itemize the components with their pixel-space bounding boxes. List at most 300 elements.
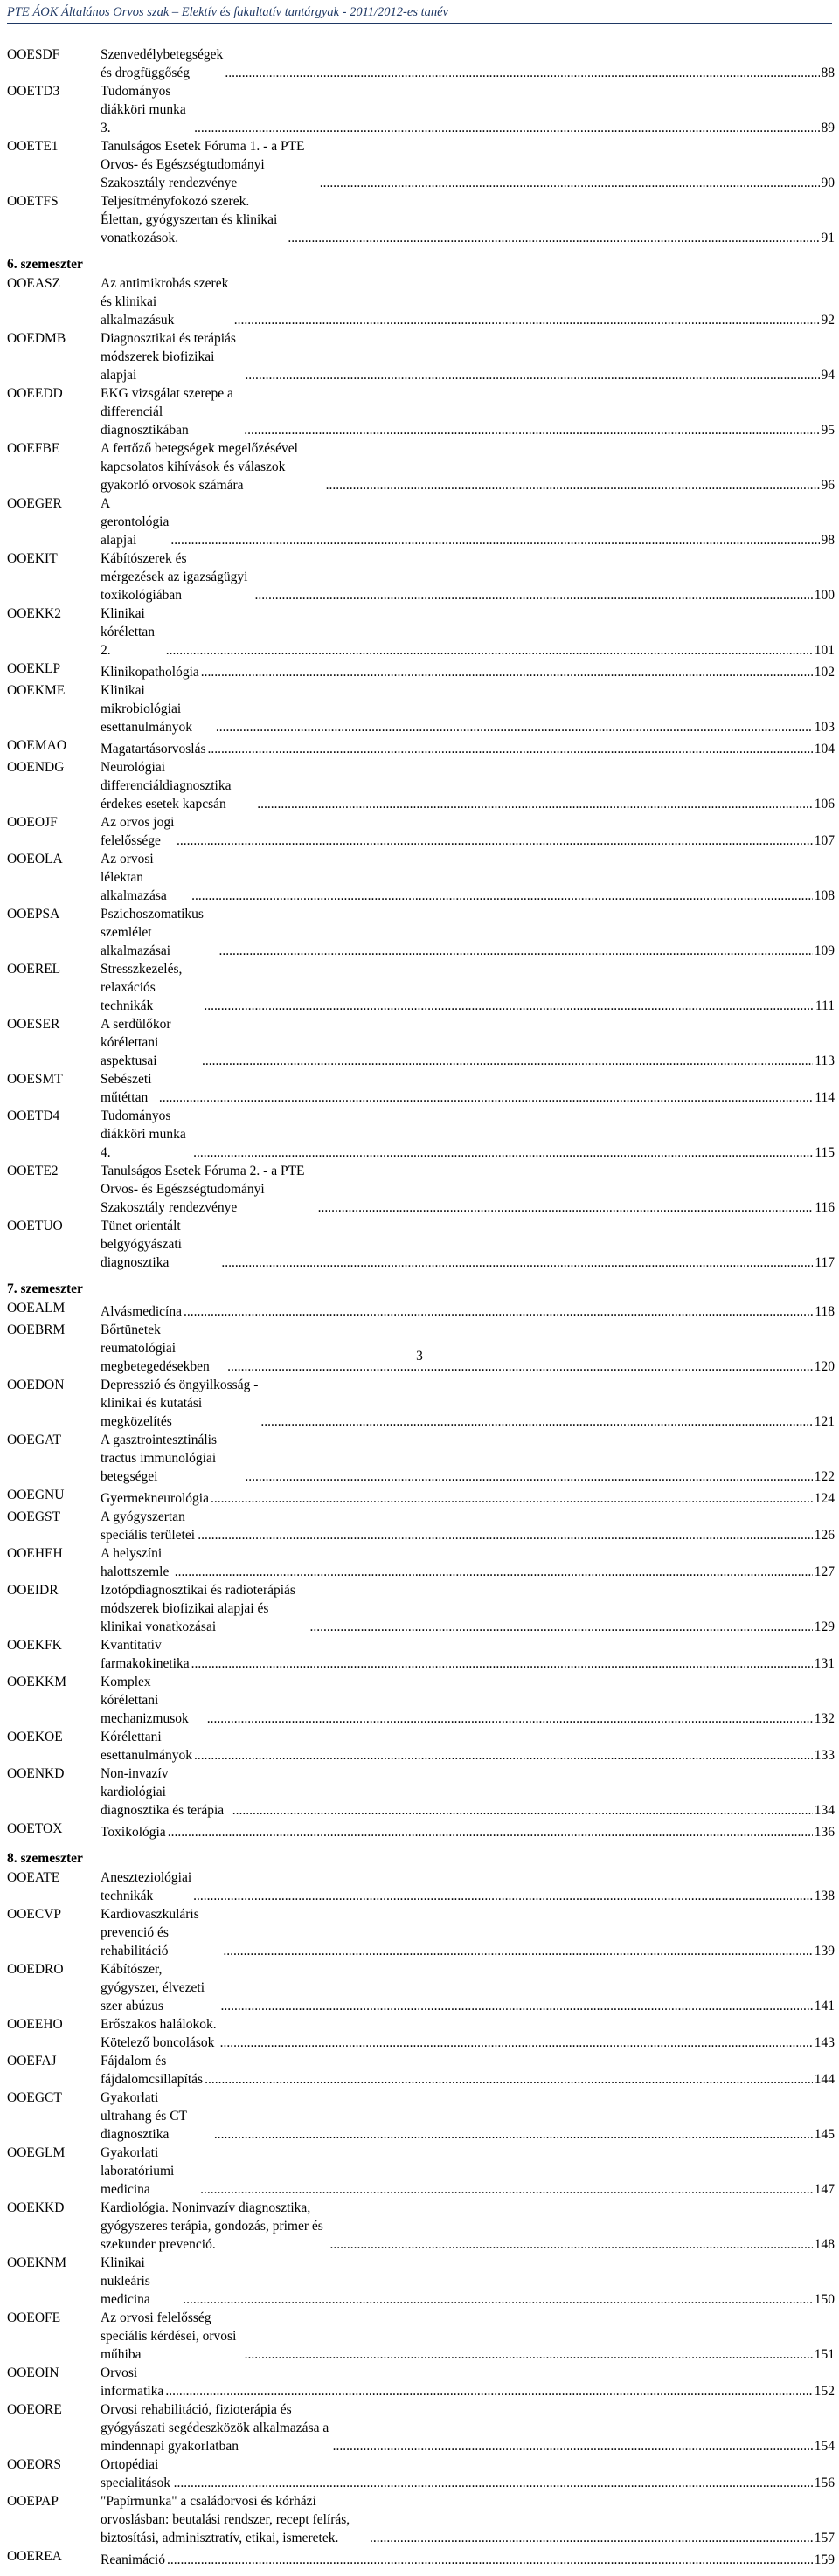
course-title: A gasztrointesztinális tractus immunológiai betegségei (101, 1433, 218, 1485)
dot-leader (221, 1253, 813, 1272)
toc-entry[interactable] (7, 813, 835, 850)
dot-leader (333, 2437, 813, 2455)
page-ref: 95 (821, 423, 835, 438)
course-code: OOEREL (7, 962, 61, 977)
toc-entry[interactable] (7, 2547, 835, 2569)
course-title: Tünet orientált belgyógyászati diagnosztika (101, 1219, 182, 1271)
toc-entry[interactable] (7, 1107, 835, 1162)
course-title: Ortopédiai specialitások (101, 2457, 171, 2491)
page-ref: 109 (814, 943, 835, 959)
entry-body (101, 960, 835, 1015)
toc-entry[interactable] (7, 681, 835, 736)
entry-body (101, 2455, 835, 2492)
toc-entry[interactable] (7, 1905, 835, 1960)
entry-body (101, 736, 835, 758)
dot-leader (370, 2529, 813, 2547)
page-ref: 127 (814, 1564, 835, 1580)
dot-leader (255, 586, 813, 604)
entry-body (101, 850, 835, 905)
page-ref: 88 (821, 66, 835, 80)
toc-group (7, 1848, 835, 2569)
entry-body (101, 1765, 835, 1820)
toc-entry[interactable] (7, 2400, 835, 2455)
page-ref: 122 (814, 1469, 835, 1485)
dot-leader (205, 2070, 813, 2089)
course-code: OOEGLM (7, 2145, 66, 2161)
course-code: OOEFAJ (7, 2054, 57, 2069)
dot-leader (198, 1526, 813, 1544)
running-header: PTE ÁOK Általános Orvos szak – Elektív és fakultatív tantárgyak - 2011/2012-es tanév (7, 5, 832, 24)
course-code: OOEGNU (7, 1488, 65, 1503)
course-title: Tudományos diákköri munka 4. (101, 1108, 186, 1161)
course-code: OOEASZ (7, 276, 61, 291)
toc-entry[interactable] (7, 2052, 835, 2089)
dot-leader (219, 942, 813, 960)
toc-group (7, 45, 835, 247)
page-ref: 138 (814, 1889, 835, 1904)
entry-body (101, 1728, 835, 1765)
dot-leader (225, 64, 819, 82)
page-ref: 124 (814, 1491, 835, 1507)
toc-entry[interactable] (7, 274, 835, 329)
course-title: Stresszkezelés, relaxációs technikák (101, 962, 183, 1014)
entry-body (101, 681, 835, 736)
course-title: Kardiológia. Noninvazív diagnosztika, gyógyszeres terápia, gondozás, primer és szekunder prevenció. (101, 2200, 323, 2253)
dot-leader (204, 997, 814, 1015)
dot-leader (245, 366, 819, 384)
entry-body (101, 494, 835, 549)
course-title: Erőszakos halálokok. Kötelező boncolások (101, 2017, 217, 2051)
toc-entry[interactable] (7, 1820, 835, 1841)
toc-entry[interactable] (7, 1868, 835, 1905)
toc-entry[interactable] (7, 1299, 835, 1321)
course-code: OOEKK2 (7, 606, 61, 621)
course-title: Kábítószerek és mérgezések az igazságügyi toxikológiában (101, 551, 248, 603)
course-title: Kardiovaszkuláris prevenció és rehabilitáció (101, 1907, 199, 1959)
entry-body (101, 1905, 835, 1960)
dot-leader (326, 476, 820, 494)
entry-body (101, 192, 835, 247)
course-code: OOEGAT (7, 1433, 61, 1448)
toc-entry[interactable] (7, 384, 835, 439)
dot-leader (207, 1709, 813, 1728)
page-ref: 103 (814, 720, 835, 736)
page-ref: 113 (815, 1053, 835, 1069)
dot-leader (245, 2345, 813, 2364)
course-title: Magatartásorvoslás (101, 742, 206, 757)
course-code: OOETUO (7, 1219, 63, 1234)
course-title: Klinikai mikrobiológiai esettanulmányok (101, 683, 193, 736)
course-code: OOEGER (7, 496, 62, 511)
course-code: OOEKKM (7, 1675, 67, 1690)
course-code: OOETFS (7, 194, 59, 209)
course-code: OOEGST (7, 1509, 61, 1525)
dot-leader (221, 1997, 813, 2015)
course-title: "Papírmunka" a családorvosi és kórházi orvoslásban: beutalási rendszer, recept felírás, biztosítási, adminisztratív, etikai, ismeretek. (101, 2494, 350, 2546)
course-code: OOEEDD (7, 386, 63, 401)
entry-body (101, 2254, 835, 2309)
course-title: Klinikopathológia (101, 665, 199, 680)
page-ref: 108 (814, 888, 835, 904)
dot-leader (191, 887, 813, 905)
dot-leader (330, 2235, 813, 2254)
entry-body (101, 1636, 835, 1673)
dot-leader (184, 1302, 813, 1321)
course-title: Tanulságos Esetek Fóruma 2. - a PTE Orvos- és Egészségtudományi Szakosztály rendezvénye (101, 1164, 305, 1216)
toc-entry[interactable] (7, 45, 835, 82)
entry-body (101, 1431, 835, 1486)
course-title: Gyakorlati laboratóriumi medicina (101, 2145, 175, 2198)
course-code: OOEFBE (7, 441, 60, 456)
page-ref: 98 (821, 533, 835, 548)
course-title: A gyógyszertan speciális területei (101, 1509, 196, 1544)
course-title: Az orvosi lélektan alkalmazása (101, 852, 167, 904)
page-ref: 132 (814, 1711, 835, 1727)
course-title: A gerontológia alapjai (101, 496, 170, 548)
toc-entry[interactable] (7, 2492, 835, 2547)
course-title: Alvásmedicína (101, 1304, 182, 1320)
page-ref: 100 (814, 588, 835, 603)
toc-entry[interactable] (7, 1636, 835, 1673)
page-ref: 139 (814, 1944, 835, 1959)
page-ref: 144 (814, 2072, 835, 2088)
toc-entry[interactable] (7, 2144, 835, 2199)
toc-entry[interactable] (7, 2364, 835, 2400)
dot-leader (288, 229, 819, 247)
toc-entry[interactable] (7, 192, 835, 247)
course-title: Neurológiai differenciáldiagnosztika érdekes esetek kapcsán (101, 760, 232, 812)
course-title: Szenvedélybetegségek és drogfüggőség (101, 47, 224, 80)
course-title: Orvosi rehabilitáció, fizioterápia és gyógyászati segédeszközök alkalmazása a mindennapi gyakorlatban (101, 2402, 329, 2455)
page-ref: 116 (815, 1200, 835, 1216)
entry-body (101, 2364, 835, 2400)
page-ref: 147 (814, 2182, 835, 2198)
entry-body (101, 384, 835, 439)
dot-leader (200, 2180, 813, 2199)
page-ref: 101 (814, 643, 835, 658)
course-title: Gyermekneurológia (101, 1491, 209, 1507)
page-ref: 89 (821, 121, 835, 135)
course-title: A helyszíni halottszemle (101, 1546, 170, 1580)
entry-body (101, 1820, 835, 1841)
page-ref: 118 (815, 1304, 835, 1320)
entry-body (101, 758, 835, 813)
course-code: OOEOJF (7, 815, 58, 831)
toc-entry[interactable] (7, 604, 835, 660)
entry-body (101, 2400, 835, 2455)
entry-body (101, 82, 835, 137)
entry-body (101, 2015, 835, 2052)
course-code: OOEHEH (7, 1546, 63, 1562)
toc-entry[interactable] (7, 2309, 835, 2364)
toc-entry[interactable] (7, 850, 835, 905)
toc-entry[interactable] (7, 494, 835, 549)
toc-entry[interactable] (7, 1217, 835, 1272)
course-title: Pszichoszomatikus szemlélet alkalmazásai (101, 907, 204, 959)
toc-entry[interactable] (7, 2015, 835, 2052)
course-code: OOEDON (7, 1378, 65, 1393)
entry-body (101, 2089, 835, 2144)
semester-heading: 7. szemeszter (7, 1281, 83, 1297)
toc-entry[interactable] (7, 960, 835, 1015)
entry-body (101, 1581, 835, 1636)
toc-entry[interactable] (7, 2254, 835, 2309)
course-code: OOEKNM (7, 2255, 67, 2271)
page-ref: 150 (814, 2292, 835, 2308)
entry-body (101, 604, 835, 660)
page-ref: 106 (814, 797, 835, 812)
toc-entry[interactable] (7, 1070, 835, 1107)
course-code: OOESER (7, 1017, 60, 1032)
course-title: Tanulságos Esetek Fóruma 1. - a PTE Orvos- és Egészségtudományi Szakosztály rendezvénye (101, 139, 305, 190)
toc-entry[interactable] (7, 1581, 835, 1636)
page-ref: 141 (814, 1999, 835, 2014)
toc-entry[interactable] (7, 1486, 835, 1508)
page-ref: 134 (814, 1803, 835, 1819)
semester-heading: 6. szemeszter (7, 257, 83, 272)
toc-entry[interactable] (7, 1162, 835, 1217)
entry-body (101, 2199, 835, 2254)
dot-leader (220, 2034, 813, 2052)
entry-body (101, 2547, 835, 2569)
entry-body (101, 1107, 835, 1162)
course-title: Kórélettani esettanulmányok (101, 1730, 193, 1764)
dot-leader (193, 1887, 813, 1905)
toc-entry[interactable] (7, 1960, 835, 2015)
page-ref: 154 (814, 2439, 835, 2455)
entry-body (101, 905, 835, 960)
page-ref: 92 (821, 313, 835, 328)
toc-entry[interactable] (7, 2199, 835, 2254)
course-title: Fájdalom és fájdalomcsillapítás (101, 2054, 204, 2088)
page-ref: 91 (821, 231, 835, 245)
dot-leader (223, 1942, 812, 1960)
course-title: Kvantitatív farmakokinetika (101, 1638, 190, 1672)
entry-body (101, 45, 835, 82)
toc-entry[interactable] (7, 82, 835, 137)
entry-body (101, 1508, 835, 1544)
page-ref: 117 (815, 1255, 835, 1271)
entry-body (101, 274, 835, 329)
toc-entry[interactable] (7, 549, 835, 604)
toc-entry[interactable] (7, 1508, 835, 1544)
page-ref: 111 (815, 998, 835, 1014)
entry-body (101, 813, 835, 850)
dot-leader (165, 2382, 812, 2400)
course-code: OOEKLP (7, 661, 61, 676)
course-title: Depresszió és öngyilkosság - klinikai és kutatási megközelítés (101, 1378, 259, 1430)
dot-leader (159, 1088, 813, 1107)
dot-leader (167, 2551, 813, 2569)
course-code: OOEOIN (7, 2365, 59, 2381)
page-ref: 157 (814, 2531, 835, 2546)
dot-leader (310, 1618, 813, 1636)
page-ref: 115 (815, 1145, 835, 1161)
entry-body (101, 1070, 835, 1107)
page-ref: 145 (814, 2127, 835, 2143)
course-code: OOEKIT (7, 551, 58, 566)
course-title: Teljesítményfokozó szerek. Élettan, gyógyszertan és klinikai vonatkozások. (101, 194, 278, 245)
course-title: Klinikai nukleáris medicina (101, 2255, 150, 2308)
toc-entry[interactable] (7, 2089, 835, 2144)
semester-heading: 8. szemeszter (7, 1851, 83, 1867)
course-code: OOETE1 (7, 139, 59, 154)
course-code: OOEIDR (7, 1583, 59, 1599)
dot-leader (232, 1801, 813, 1820)
dot-leader (194, 119, 819, 137)
course-title: A serdülőkor kórélettani aspektusai (101, 1017, 171, 1069)
dot-leader (193, 1143, 813, 1162)
course-code: OOEOLA (7, 852, 63, 867)
page-ref: 96 (821, 478, 835, 493)
entry-body (101, 1217, 835, 1272)
course-code: OOEALM (7, 1301, 66, 1316)
dot-leader (216, 718, 813, 736)
course-title: Toxikológia (101, 1825, 166, 1840)
entry-body (101, 549, 835, 604)
entry-body (101, 1015, 835, 1070)
dot-leader (183, 2290, 812, 2309)
course-code: OOESDF (7, 47, 60, 62)
entry-body (101, 1486, 835, 1508)
dot-leader (208, 740, 813, 758)
entry-body (101, 2144, 835, 2199)
dot-leader (191, 1654, 813, 1673)
page-ref: 120 (814, 1359, 835, 1375)
entry-body (101, 1544, 835, 1581)
toc-entry[interactable] (7, 2455, 835, 2492)
course-code: OOEORE (7, 2402, 62, 2418)
course-code: OOETOX (7, 1821, 63, 1837)
entry-body (101, 1673, 835, 1728)
toc-entry[interactable] (7, 1544, 835, 1581)
page-ref: 156 (814, 2476, 835, 2491)
entry-body (101, 2309, 835, 2364)
page-ref: 126 (814, 1528, 835, 1544)
course-title: Diagnosztikai és terápiás módszerek biofizikai alapjai (101, 331, 236, 383)
dot-leader (201, 663, 813, 681)
course-code: OOEPSA (7, 907, 60, 922)
course-title: Izotópdiagnosztikai és radioterápiás módszerek biofizikai alapjai és klinikai vonatkozásai (101, 1583, 295, 1635)
course-code: OOEREA (7, 2549, 62, 2565)
dot-leader (260, 1412, 812, 1431)
toc-group (7, 254, 835, 1272)
course-title: Sebészeti műtéttan (101, 1072, 152, 1106)
page-ref: 129 (814, 1619, 835, 1635)
entry-body (101, 1162, 835, 1217)
page-ref: 102 (814, 665, 835, 680)
course-code: OOENKD (7, 1766, 65, 1782)
dot-leader (211, 1489, 813, 1508)
dot-leader (177, 832, 813, 850)
course-code: OOEKKD (7, 2200, 65, 2216)
dot-leader (245, 1468, 812, 1486)
toc-entry[interactable] (7, 137, 835, 192)
toc-entry[interactable] (7, 1765, 835, 1820)
course-code: OOENDG (7, 760, 65, 776)
page-ref: 121 (814, 1414, 835, 1430)
entry-body (101, 1376, 835, 1431)
page-ref: 151 (814, 2347, 835, 2363)
page-ref: 94 (821, 368, 835, 383)
course-code: OOEKFK (7, 1638, 62, 1654)
entry-body (101, 2052, 835, 2089)
course-code: OOEBRM (7, 1323, 66, 1338)
page-ref: 107 (814, 833, 835, 849)
course-code: OOEORS (7, 2457, 62, 2473)
course-code: OOEMAO (7, 738, 67, 754)
course-title: Klinikai kórélettan 2. (101, 606, 155, 658)
page-ref: 159 (814, 2552, 835, 2568)
course-code: OOECVP (7, 1907, 62, 1923)
entry-body (101, 439, 835, 494)
entry-body (101, 329, 835, 384)
course-title: Az orvosi felelősség speciális kérdései, orvosi műhiba (101, 2310, 237, 2363)
course-code: OOEOFE (7, 2310, 61, 2326)
page-ref: 131 (814, 1656, 835, 1672)
toc-entry[interactable] (7, 660, 835, 681)
course-title: Kábítószer, gyógyszer, élvezeti szer abúzus (101, 1962, 205, 2014)
course-code: OOEDMB (7, 331, 66, 346)
dot-leader (244, 421, 819, 439)
dot-leader (174, 2474, 813, 2492)
page-ref: 148 (814, 2237, 835, 2253)
course-title: Non-invazív kardiológiai diagnosztika és terápia (101, 1766, 225, 1819)
course-code: OOEGCT (7, 2090, 62, 2106)
entry-body (101, 660, 835, 681)
course-code: OOEKME (7, 683, 66, 699)
entry-body (101, 1868, 835, 1905)
page-ref: 136 (814, 1825, 835, 1840)
toc-entry[interactable] (7, 905, 835, 960)
course-code: OOETD4 (7, 1108, 60, 1124)
course-title: Gyakorlati ultrahang és CT diagnosztika (101, 2090, 187, 2143)
entry-body (101, 2492, 835, 2547)
page-ref: 133 (814, 1748, 835, 1764)
dot-leader (166, 641, 813, 660)
toc-entry[interactable] (7, 439, 835, 494)
dot-leader (170, 531, 819, 549)
toc-entry[interactable] (7, 758, 835, 813)
toc-entry[interactable] (7, 1673, 835, 1728)
toc-entry[interactable] (7, 1728, 835, 1765)
page-number: 3 (416, 1349, 423, 1364)
toc-entry[interactable] (7, 1376, 835, 1431)
course-code: OOEEHO (7, 2017, 63, 2033)
course-code: OOESMT (7, 1072, 63, 1088)
course-title: Bőrtünetek reumatológiai megbetegedésekben (101, 1323, 210, 1375)
course-code: OOEATE (7, 1870, 60, 1886)
toc-entry[interactable] (7, 736, 835, 758)
toc-entry[interactable] (7, 1015, 835, 1070)
course-title: Tudományos diákköri munka 3. (101, 84, 186, 135)
course-title: Reanimáció (101, 2552, 166, 2568)
course-code: OOETE2 (7, 1164, 59, 1179)
table-of-contents (7, 45, 835, 2576)
page-ref: 114 (815, 1090, 835, 1106)
entry-body (101, 1960, 835, 2015)
course-code: OOEDRO (7, 1962, 64, 1978)
page-ref: 143 (814, 2035, 835, 2051)
course-title: EKG vizsgálat szerepe a differenciál diagnosztikában (101, 386, 233, 438)
course-code: OOEPAP (7, 2494, 59, 2510)
page-ref: 152 (814, 2384, 835, 2400)
toc-entry[interactable] (7, 1431, 835, 1486)
dot-leader (194, 1746, 813, 1765)
course-title: Aneszteziológiai technikák (101, 1870, 192, 1904)
page-ref: 104 (814, 742, 835, 757)
toc-entry[interactable] (7, 329, 835, 384)
